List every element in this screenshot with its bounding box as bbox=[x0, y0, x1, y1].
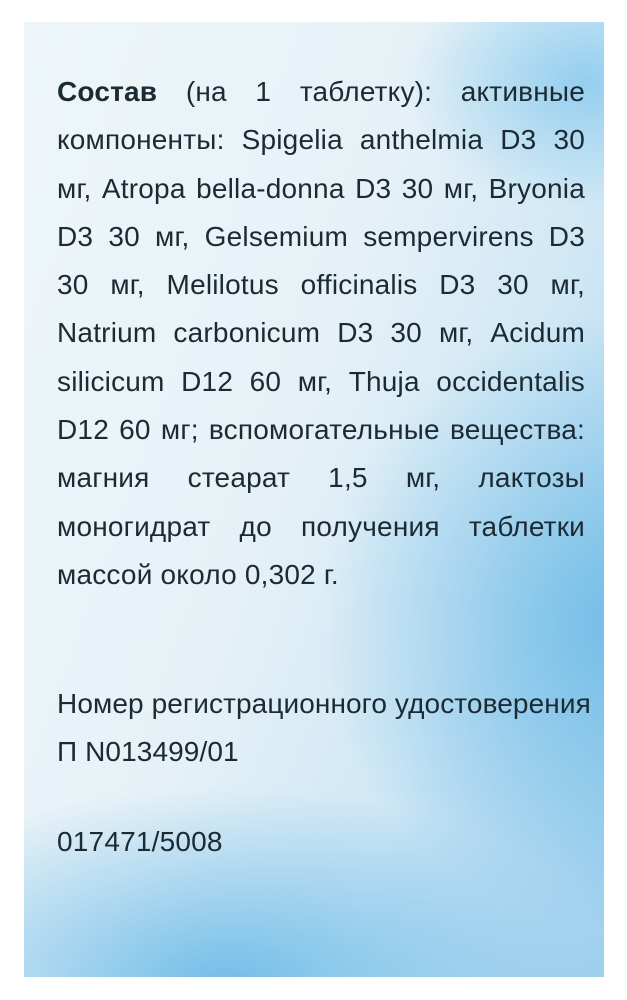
composition-heading: Состав bbox=[57, 76, 158, 107]
composition-body: (на 1 таблетку): активные компоненты: Spigelia anthelmia D3 30 мг, Atropa bella-donna D3 30 мг, Bryonia D3 30 мг, Gelsemium sempervirens D3 30 мг, Melilotus officinalis D3 30 мг, Natrium carbonicum D3 30 мг, Acidum silicicum D12 60 мг, Thuja occidentalis D12 60 мг; вспомогательные вещества: магния стеарат 1,5 мг, лактозы моногидрат до получения таблетки массой около 0,302 г. bbox=[57, 76, 585, 590]
registration-block bbox=[57, 680, 597, 776]
composition-paragraph bbox=[57, 68, 585, 599]
package-panel bbox=[24, 22, 604, 977]
registration-number: П N013499/01 bbox=[57, 736, 239, 767]
batch-code: 017471/5008 bbox=[57, 826, 223, 857]
registration-label: Номер регистрационного удостоверения bbox=[57, 688, 591, 719]
